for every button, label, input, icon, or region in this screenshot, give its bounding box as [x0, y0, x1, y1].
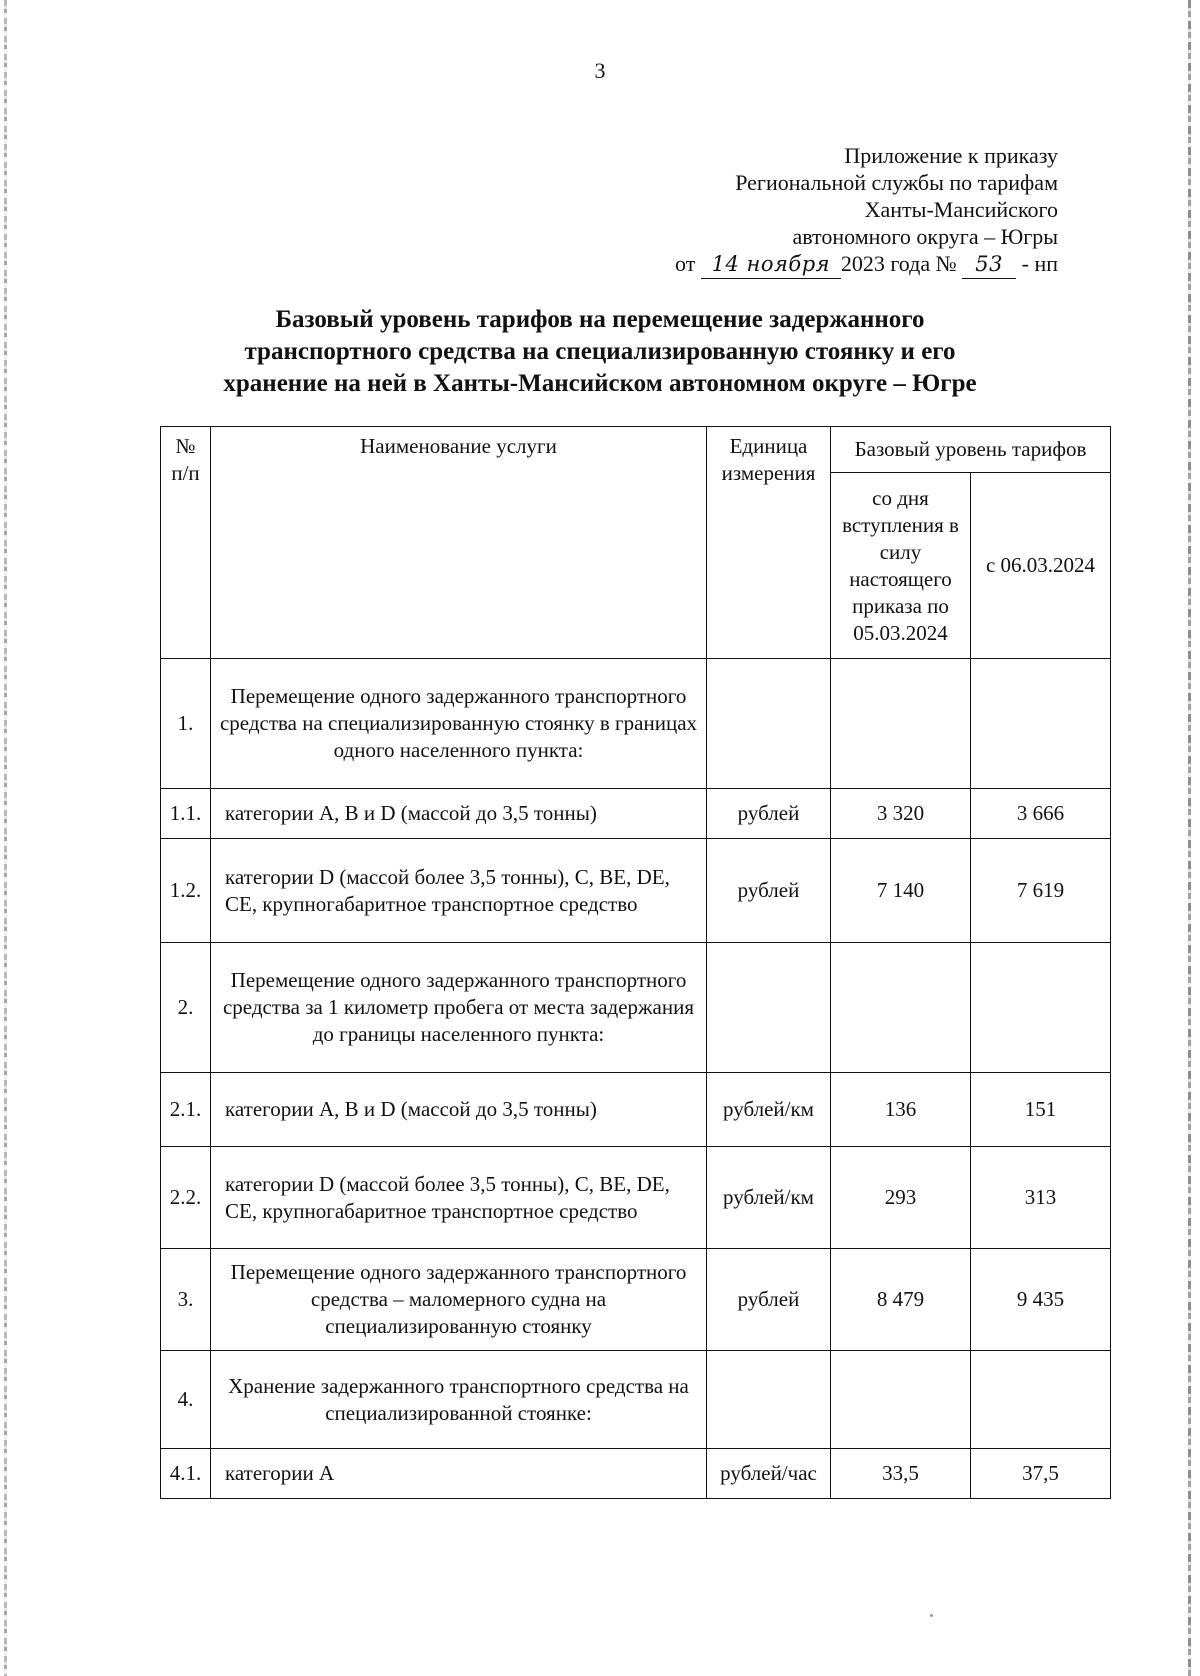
page-number: 3: [594, 58, 606, 83]
header-period-1: со дня вступления в силу настоящего приказа по 05.03.2024: [831, 473, 971, 659]
header-num: № п/п: [161, 427, 211, 659]
table-row: [161, 1147, 1111, 1249]
row-value-period-2: 313: [971, 1147, 1111, 1249]
row-unit: рублей: [707, 839, 831, 943]
scan-speck: [930, 1614, 933, 1617]
row-unit: рублей: [707, 789, 831, 839]
row-value-period-1: [831, 943, 971, 1073]
appendix-block: [600, 142, 1058, 279]
row-value-period-1: 8 479: [831, 1249, 971, 1351]
tariffs-table: [160, 426, 1111, 1499]
appendix-line-3: Ханты-Мансийского: [864, 197, 1058, 222]
row-value-period-2: 151: [971, 1073, 1111, 1147]
title-line-1: Базовый уровень тарифов на перемещение задержанного: [275, 306, 925, 333]
appendix-line-1: Приложение к приказу: [844, 143, 1058, 168]
row-name: Хранение задержанного транспортного средства на специализированной стоянке:: [211, 1351, 707, 1449]
row-unit: рублей: [707, 1249, 831, 1351]
row-num: 1.: [161, 659, 211, 789]
row-unit: [707, 943, 831, 1073]
table-row: [161, 1449, 1111, 1499]
scan-edge-left: [4, 0, 7, 1676]
table-row: [161, 659, 1111, 789]
row-unit: [707, 659, 831, 789]
row-num: 2.: [161, 943, 211, 1073]
row-value-period-2: [971, 943, 1111, 1073]
order-suffix: - нп: [1021, 251, 1058, 276]
row-name: Перемещение одного задержанного транспортного средства на специализированную стоянку в границах одного населенного пункта:: [211, 659, 707, 789]
appendix-line-2: Региональной службы по тарифам: [735, 170, 1058, 195]
table-row: [161, 789, 1111, 839]
table-row: [161, 1351, 1111, 1449]
row-value-period-2: 7 619: [971, 839, 1111, 943]
title-line-3: хранение на ней в Ханты-Мансийском автономном округе – Югре: [223, 370, 977, 397]
title-line-2: транспортного средства на специализированную стоянку и его: [244, 338, 956, 365]
order-date-handwritten: 14 ноября: [701, 251, 841, 279]
header-unit: Единица измерения: [707, 427, 831, 659]
row-num: 2.1.: [161, 1073, 211, 1147]
row-value-period-2: [971, 659, 1111, 789]
order-prefix: от: [675, 251, 696, 276]
row-value-period-2: [971, 1351, 1111, 1449]
row-value-period-1: [831, 1351, 971, 1449]
table-row: [161, 1073, 1111, 1147]
header-name: Наименование услуги: [211, 427, 707, 659]
row-value-period-2: 37,5: [971, 1449, 1111, 1499]
row-name: категории A, B и D (массой до 3,5 тонны): [211, 1073, 707, 1147]
scan-edge-right: [1188, 0, 1191, 1676]
order-line: [600, 250, 1058, 279]
row-name: категории A: [211, 1449, 707, 1499]
table-row: [161, 943, 1111, 1073]
row-value-period-1: 7 140: [831, 839, 971, 943]
row-name: категории D (массой более 3,5 тонны), C, BE, DE, CE, крупногабаритное транспортное средство: [211, 839, 707, 943]
row-name: категории A, B и D (массой до 3,5 тонны): [211, 789, 707, 839]
appendix-line-4: автономного округа – Югры: [792, 224, 1058, 249]
row-num: 1.2.: [161, 839, 211, 943]
row-value-period-2: 3 666: [971, 789, 1111, 839]
row-value-period-1: [831, 659, 971, 789]
row-value-period-1: 3 320: [831, 789, 971, 839]
header-period-2: с 06.03.2024: [971, 473, 1111, 659]
header-tariff-group: Базовый уровень тарифов: [831, 427, 1111, 473]
row-num: 2.2.: [161, 1147, 211, 1249]
order-year: 2023 года №: [840, 251, 957, 276]
row-unit: рублей/час: [707, 1449, 831, 1499]
row-value-period-1: 136: [831, 1073, 971, 1147]
row-unit: рублей/км: [707, 1147, 831, 1249]
document-title: [150, 304, 1050, 400]
row-name: Перемещение одного задержанного транспортного средства – маломерного судна на специализированную стоянку: [211, 1249, 707, 1351]
row-name: Перемещение одного задержанного транспортного средства за 1 километр пробега от места задержания до границы населенного пункта:: [211, 943, 707, 1073]
row-value-period-1: 33,5: [831, 1449, 971, 1499]
row-unit: рублей/км: [707, 1073, 831, 1147]
row-num: 1.1.: [161, 789, 211, 839]
row-value-period-1: 293: [831, 1147, 971, 1249]
row-name: категории D (массой более 3,5 тонны), C, BE, DE, CE, крупногабаритное транспортное средство: [211, 1147, 707, 1249]
row-num: 4.1.: [161, 1449, 211, 1499]
order-number-handwritten: 53: [962, 251, 1016, 279]
row-num: 3.: [161, 1249, 211, 1351]
table-row: [161, 839, 1111, 943]
table-row: [161, 1249, 1111, 1351]
row-num: 4.: [161, 1351, 211, 1449]
row-unit: [707, 1351, 831, 1449]
row-value-period-2: 9 435: [971, 1249, 1111, 1351]
